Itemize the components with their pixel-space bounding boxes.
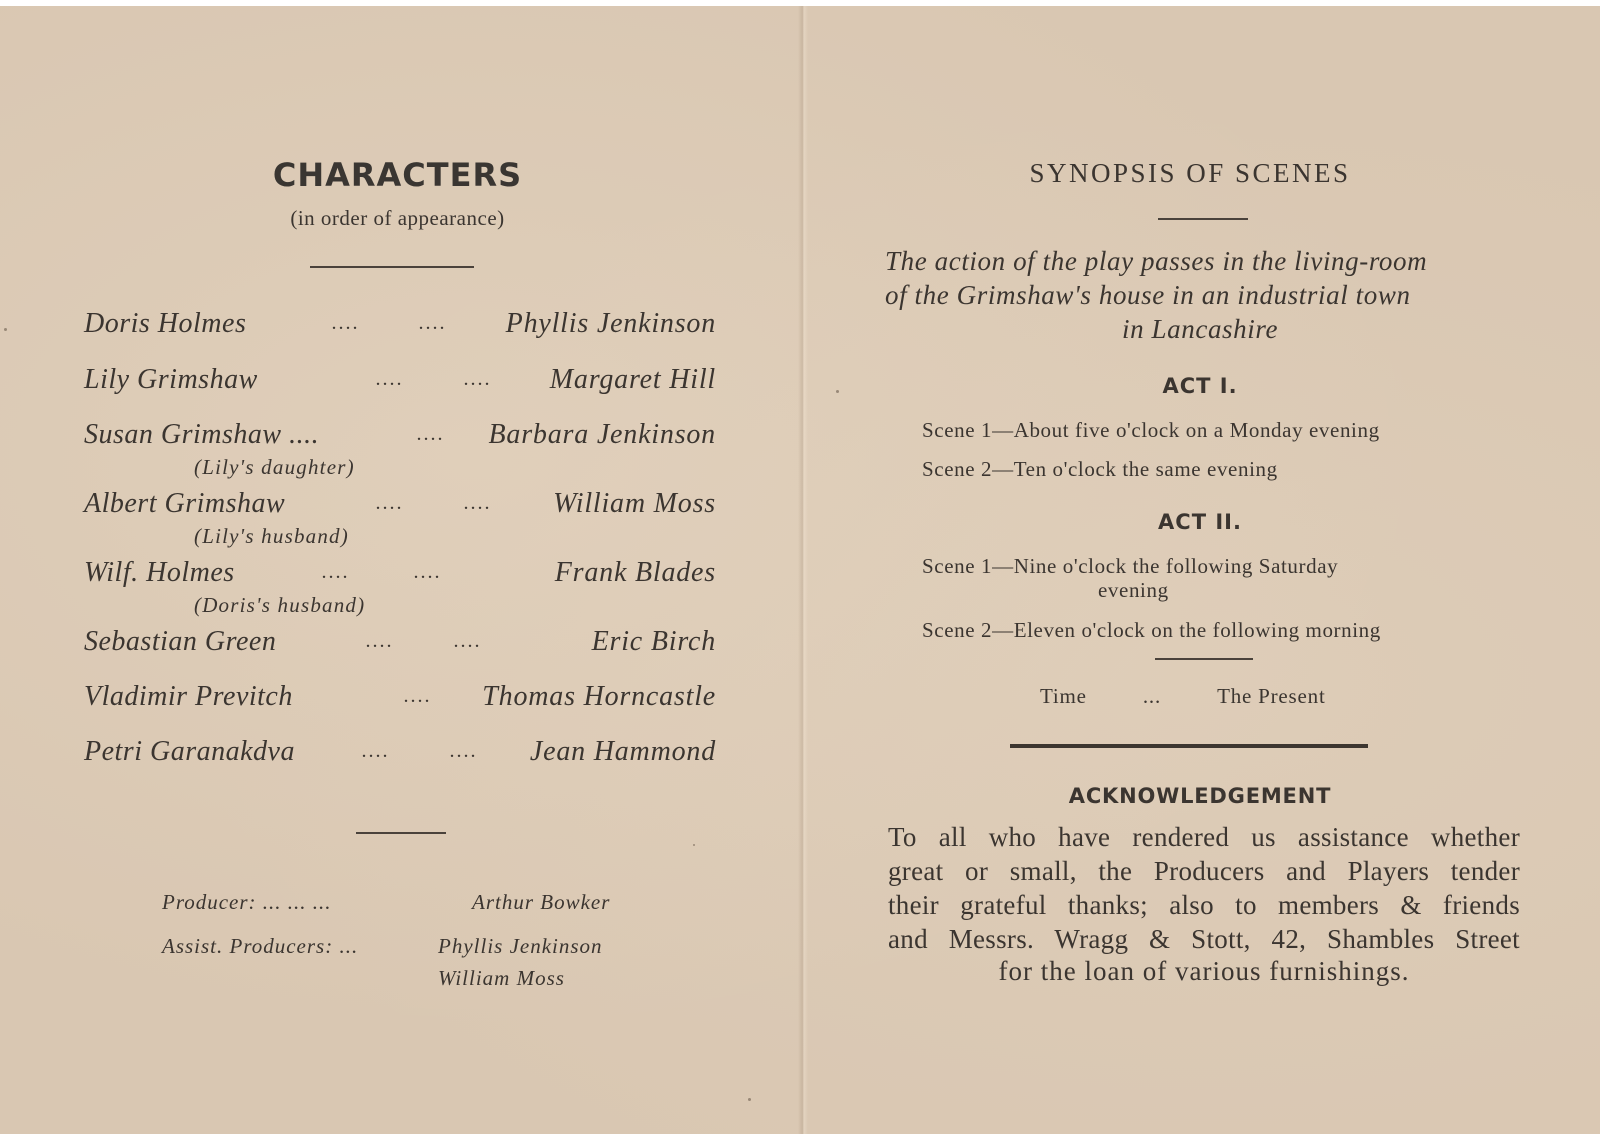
cast-row <box>84 308 716 368</box>
time-value: The Present <box>1217 684 1326 708</box>
leader-dots: .... <box>464 368 492 390</box>
centre-fold <box>798 6 808 1134</box>
role-name: Sebastian Green <box>84 626 277 657</box>
act-heading: ACT I. <box>1162 374 1238 398</box>
divider <box>356 832 446 834</box>
role-name: Vladimir Previtch <box>84 681 293 712</box>
action-line: in Lancashire <box>1122 314 1279 344</box>
assist-producer-name: William Moss <box>438 966 565 990</box>
assist-producer-name: Phyllis Jenkinson <box>438 934 603 958</box>
paper-speck <box>4 328 7 331</box>
divider <box>1155 658 1253 660</box>
scene-line: Scene 1—Nine o'clock the following Saturday <box>922 554 1339 578</box>
role-name: Petri Garanakdva <box>84 736 295 767</box>
actor-name: Thomas Horncastle <box>482 681 716 712</box>
leader-dots: .... <box>419 312 447 334</box>
leader-dots: .... <box>376 368 404 390</box>
cast-row <box>84 364 716 424</box>
cast-row <box>84 736 716 796</box>
role-name: Albert Grimshaw <box>84 488 286 519</box>
cast-row <box>84 557 716 617</box>
leader-dots: .... <box>362 740 390 762</box>
role-note: (Lily's husband) <box>194 524 349 548</box>
cast-row <box>84 681 716 741</box>
leader-dots: .... <box>404 685 432 707</box>
leader-dots: ... <box>1142 684 1161 708</box>
paper-speck <box>748 1098 751 1101</box>
scene-line: Scene 1—About five o'clock on a Monday evening <box>922 418 1380 442</box>
acknowledgement-line: their grateful thanks; also to members & friends <box>888 890 1520 920</box>
paper-speck <box>836 390 839 393</box>
role-note: (Doris's husband) <box>194 593 366 617</box>
actor-name: Eric Birch <box>591 626 716 657</box>
characters-subtitle: (in order of appearance) <box>290 206 505 230</box>
programme-sheet <box>0 6 1600 1134</box>
acknowledgement-heading: ACKNOWLEDGEMENT <box>1068 784 1332 808</box>
acknowledgement-line: and Messrs. Wragg & Stott, 42, Shambles Street <box>888 924 1520 954</box>
action-line: of the Grimshaw's house in an industrial town <box>885 280 1411 310</box>
cast-row <box>84 419 716 479</box>
role-name: Susan Grimshaw .... <box>84 419 320 450</box>
actor-name: Jean Hammond <box>529 736 716 767</box>
actor-name: William Moss <box>553 488 716 519</box>
role-name: Doris Holmes <box>84 308 247 339</box>
acknowledgement-line: To all who have rendered us assistance whether <box>888 822 1520 852</box>
leader-dots: .... <box>450 740 478 762</box>
time-row <box>1040 684 1326 709</box>
cast-row <box>84 488 716 548</box>
leader-dots: .... <box>454 630 482 652</box>
paper-speck <box>693 844 695 846</box>
scene-line: Scene 2—Eleven o'clock on the following morning <box>922 618 1381 642</box>
heavy-divider <box>1010 744 1368 748</box>
actor-name: Margaret Hill <box>549 364 716 395</box>
characters-title: CHARACTERS <box>272 156 523 194</box>
divider <box>1158 218 1248 220</box>
actor-name: Barbara Jenkinson <box>488 419 716 450</box>
role-note: (Lily's daughter) <box>194 455 355 479</box>
acknowledgement-line: great or small, the Producers and Players tender <box>888 856 1520 886</box>
scene-line-continued: evening <box>1098 578 1169 602</box>
cast-row <box>84 626 716 686</box>
role-name: Wilf. Holmes <box>84 557 235 588</box>
leader-dots: .... <box>417 423 445 445</box>
leader-dots: .... <box>322 561 350 583</box>
synopsis-title: SYNOPSIS OF SCENES <box>1029 158 1351 188</box>
leader-dots: .... <box>376 492 404 514</box>
producer-name: Arthur Bowker <box>472 890 611 914</box>
actor-name: Phyllis Jenkinson <box>505 308 716 339</box>
producer-label: Producer: ... ... ... <box>162 890 332 914</box>
leader-dots: .... <box>366 630 394 652</box>
acknowledgement-line: for the loan of various furnishings. <box>998 956 1410 986</box>
time-label: Time <box>1040 684 1087 708</box>
scene-line: Scene 2—Ten o'clock the same evening <box>922 457 1278 481</box>
assist-producers-label: Assist. Producers: ... <box>162 934 359 958</box>
role-name: Lily Grimshaw <box>84 364 258 395</box>
divider <box>310 266 474 268</box>
act-heading: ACT II. <box>1158 510 1242 534</box>
action-line: The action of the play passes in the living-room <box>885 246 1428 276</box>
leader-dots: .... <box>332 312 360 334</box>
actor-name: Frank Blades <box>554 557 716 588</box>
leader-dots: .... <box>414 561 442 583</box>
leader-dots: .... <box>464 492 492 514</box>
